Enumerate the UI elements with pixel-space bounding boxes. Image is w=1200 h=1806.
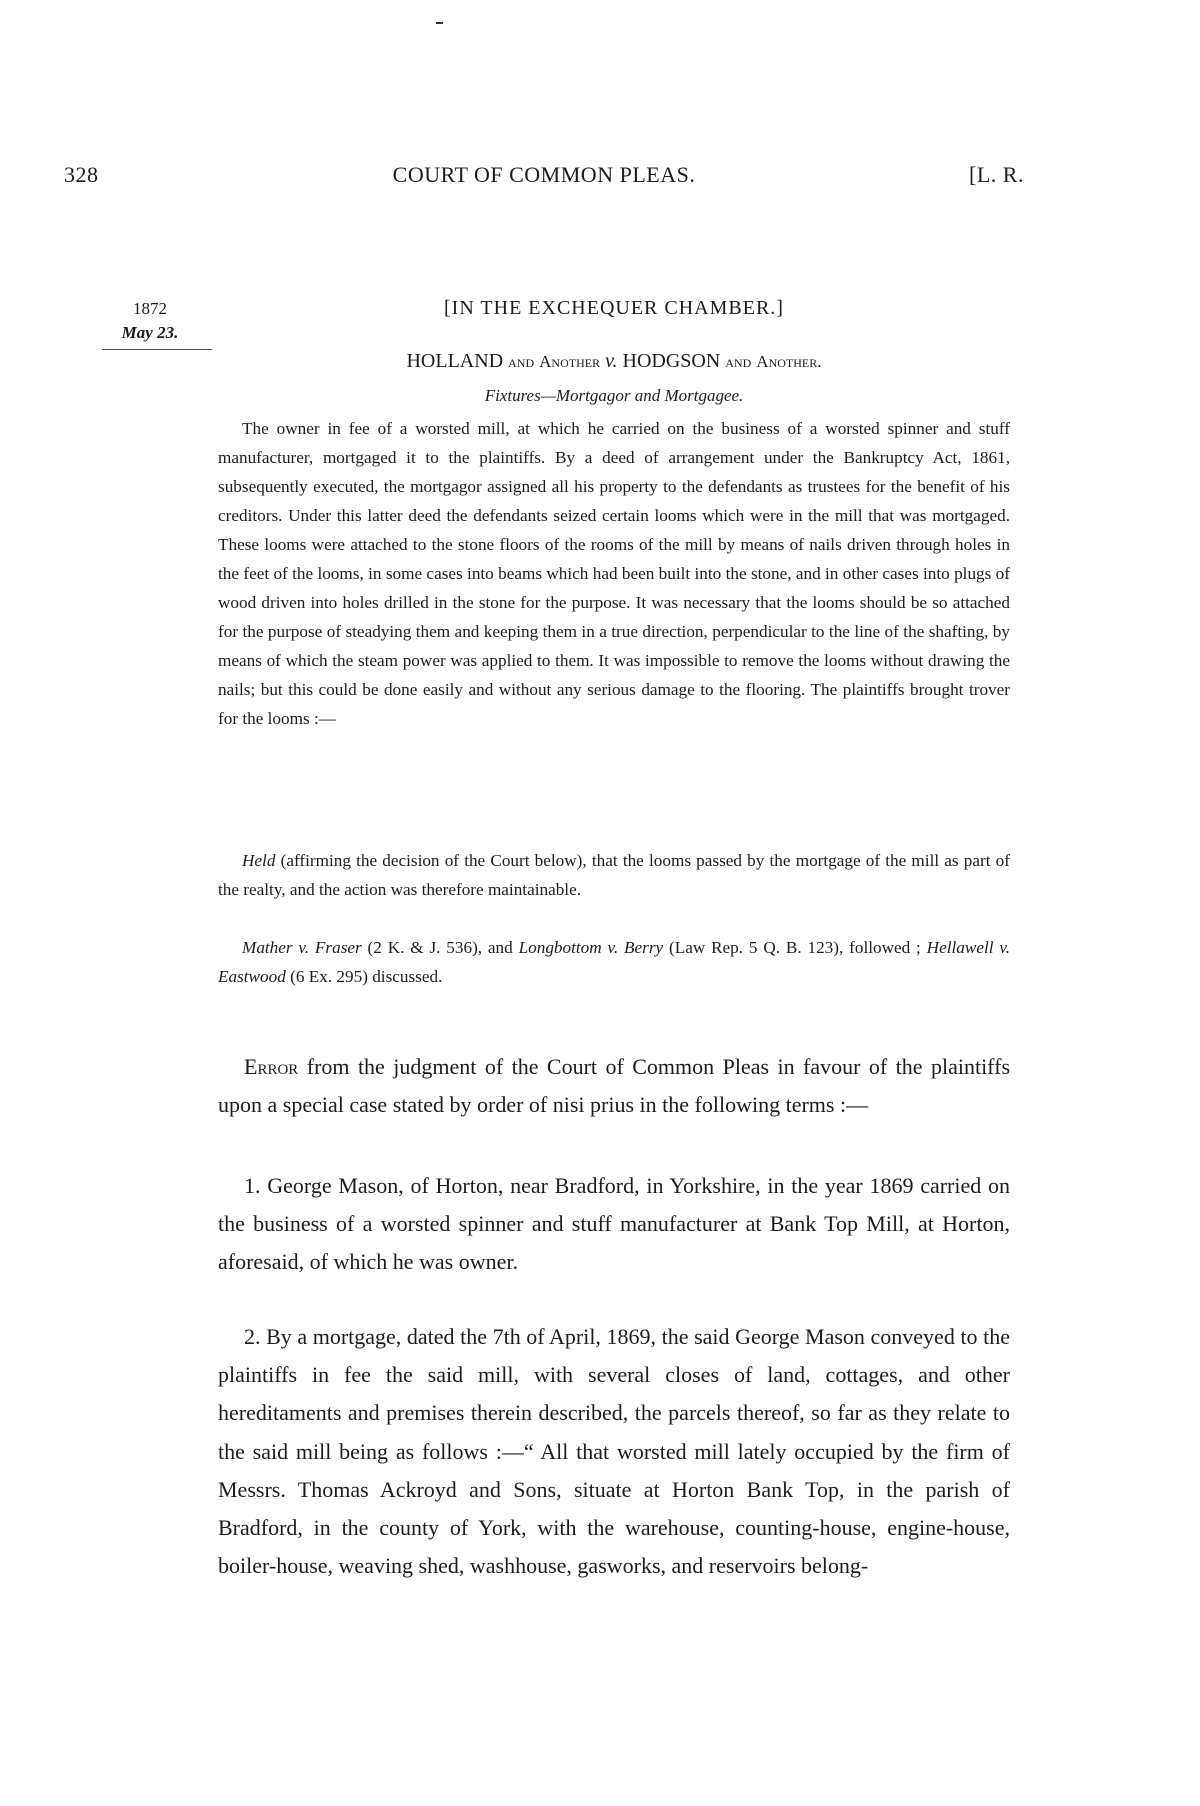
headnote-citations bbox=[218, 933, 1010, 991]
running-title: COURT OF COMMON PLEAS. bbox=[392, 162, 696, 187]
body-para-3 bbox=[218, 1318, 1010, 1585]
citation-case-2: Longbottom v. Berry bbox=[518, 938, 664, 957]
court-heading: [IN THE EXCHEQUER CHAMBER.] bbox=[444, 297, 784, 319]
citation-ref-1: (2 K. & J. 536), and bbox=[361, 938, 519, 957]
held-label: Held bbox=[242, 851, 276, 870]
defendant-name: HODGSON bbox=[622, 350, 721, 372]
headnote-held bbox=[218, 846, 1010, 904]
citation-ref-2: (Law Rep. 5 Q. B. 123), followed ; bbox=[663, 938, 927, 957]
citation-case-3: Hellawell v. Eastwood bbox=[218, 938, 1010, 986]
body-para-2 bbox=[218, 1167, 1010, 1282]
headnote-held-para bbox=[218, 846, 1010, 904]
page-number: 328 bbox=[64, 162, 99, 187]
case-subject: Fixtures—Mortgagor and Mortgagee. bbox=[484, 386, 744, 405]
scan-mark bbox=[436, 22, 443, 24]
error-lead-word: Error bbox=[244, 1054, 299, 1079]
margin-rule bbox=[102, 349, 212, 350]
citations-para bbox=[218, 933, 1010, 991]
versus: v. bbox=[605, 350, 618, 372]
body-para-3-text: 2. By a mortgage, dated the 7th of April, 1869, the said George Mason conveyed to the plaintiffs in fee the said mill, with several closes of land, cottages, and other hereditaments and premises therein described, the parcels thereof, so far as they relate to the said mill being as follows :—“ All that worsted mill lately occupied by the firm of Messrs. Thomas Ackroyd and Sons, situate at Horton Bank Top, in the parish of Bradford, in the county of York, with the warehouse, counting-house, engine-house, boiler-house, weaving shed, washhouse, gasworks, and reservoirs belong- bbox=[218, 1324, 1010, 1579]
body-para-2-text: 1. George Mason, of Horton, near Bradford, in Yorkshire, in the year 1869 carried on the business of a worsted spinner and stuff manufacturer at Bank Top Mill, at Horton, aforesaid, of which he was owner. bbox=[218, 1173, 1010, 1275]
citation-ref-3: (6 Ex. 295) discussed. bbox=[285, 967, 443, 986]
margin-year: 1872 bbox=[133, 299, 167, 318]
defendant-and: and bbox=[725, 352, 752, 371]
reporter-abbrev: [L. R. bbox=[969, 162, 1024, 187]
body-para-1 bbox=[218, 1048, 1010, 1124]
plaintiff-name: HOLLAND bbox=[406, 350, 504, 372]
plaintiff-another: Another bbox=[539, 352, 601, 371]
margin-date: May 23. bbox=[121, 323, 179, 342]
citation-case-1: Mather v. Fraser bbox=[242, 938, 362, 957]
body-para-1-text bbox=[218, 1048, 1010, 1124]
headnote-facts bbox=[218, 414, 1010, 733]
case-parties bbox=[218, 350, 1010, 373]
defendant-another: Another. bbox=[756, 352, 822, 371]
running-head bbox=[64, 162, 1024, 192]
headnote-facts-text: The owner in fee of a worsted mill, at which he carried on the business of a worsted spinner and stuff manufacturer, mortgaged it to the plaintiffs. By a deed of arrangement under the Bankruptcy Act, 1861, subsequently executed, the mortgagor assigned all his property to the defendants as trustees for the benefit of his creditors. Under this latter deed the defendants seized certain looms which were in the mill that was mortgaged. These looms were attached to the stone floors of the rooms of the mill by means of nails driven through holes in the feet of the looms, in some cases into beams which had been built into the stone, and in other cases into plugs of wood driven into holes drilled in the stone for the purpose. It was necessary that the looms should be so attached for the purpose of steadying them and keeping them in a true direction, perpendicular to the line of the shafting, by means of which the steam power was applied to them. It was impossible to remove the looms without drawing the nails; but this could be done easily and without any serious damage to the flooring. The plaintiffs brought trover for the looms :— bbox=[218, 419, 1010, 728]
error-text: from the judgment of the Court of Common Pleas in favour of the plaintiffs upon a special case stated by order of nisi prius in the following terms :— bbox=[218, 1054, 1010, 1118]
plaintiff-and: and bbox=[508, 352, 535, 371]
held-text: (affirming the decision of the Court below), that the looms passed by the mortgage of the mill as part of the realty, and the action was therefore maintainable. bbox=[218, 851, 1010, 899]
